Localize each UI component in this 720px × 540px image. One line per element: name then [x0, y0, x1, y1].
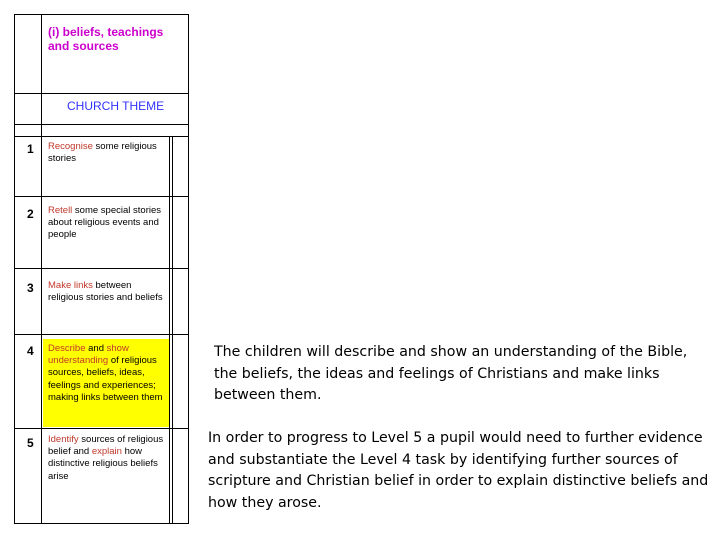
level-keyword-4: Describe	[48, 343, 86, 354]
level-text-5: sources of religious belief and	[48, 434, 164, 458]
level-keyword-1: Recognise	[48, 141, 93, 152]
level-description-4	[48, 343, 166, 404]
row-divider-3	[14, 268, 189, 269]
row-divider-2	[14, 196, 189, 197]
column-divider-inner	[169, 136, 170, 524]
level-number-5: 5	[27, 436, 34, 450]
column-title-line2: and sources	[48, 39, 119, 53]
level-keyword-5b: explain	[91, 446, 122, 458]
level-text-2: some special stories about religious events and people	[48, 205, 161, 241]
level-keyword-2: Retell	[48, 205, 73, 216]
level-description-2	[48, 205, 166, 242]
level-text-4: and	[85, 343, 107, 354]
level-keyword-3: Make links	[48, 280, 93, 291]
level-5-explanation: In order to progress to Level 5 a pupil would need to further evidence and substantiate the Level 4 task by identifying further sources of scripture and Christian belief in order to explain distinctive beliefs and how they arose.	[208, 430, 709, 511]
row-divider-5	[14, 428, 189, 429]
level-text-1: some religious stories	[48, 141, 157, 165]
level-keyword-4b: show understanding	[48, 343, 129, 367]
row-divider-header	[14, 93, 189, 94]
column-title-line1: (i) beliefs, teachings	[48, 25, 164, 39]
row-divider-4	[14, 334, 189, 335]
column-divider-number	[41, 14, 42, 524]
level-text-5b: how distinctive religious beliefs arise	[48, 446, 158, 482]
row-divider-1	[14, 136, 189, 137]
table-border-left	[14, 14, 15, 524]
level-number-4: 4	[27, 344, 34, 358]
level-description-1	[48, 141, 166, 165]
level-description-3	[48, 280, 166, 304]
table-border-right	[188, 14, 189, 524]
church-theme-label: CHURCH THEME	[67, 99, 165, 113]
level-text-4b: of religious sources, beliefs, ideas, feelings and experiences; making links between them	[48, 355, 163, 403]
level-text-3: between religious stories and beliefs	[48, 280, 163, 304]
level-description-5	[48, 434, 166, 483]
level-number-3: 3	[27, 281, 34, 295]
level-keyword-5: Identify	[48, 434, 79, 445]
level-number-2: 2	[27, 207, 34, 221]
column-divider-inner-2	[172, 136, 173, 524]
level-number-1: 1	[27, 142, 34, 156]
row-divider-theme	[14, 124, 189, 125]
level-4-explanation: The children will describe and show an understanding of the Bible, the beliefs, the ideas and feelings of Christians and make links between them.	[214, 344, 688, 403]
column-title	[48, 25, 188, 53]
